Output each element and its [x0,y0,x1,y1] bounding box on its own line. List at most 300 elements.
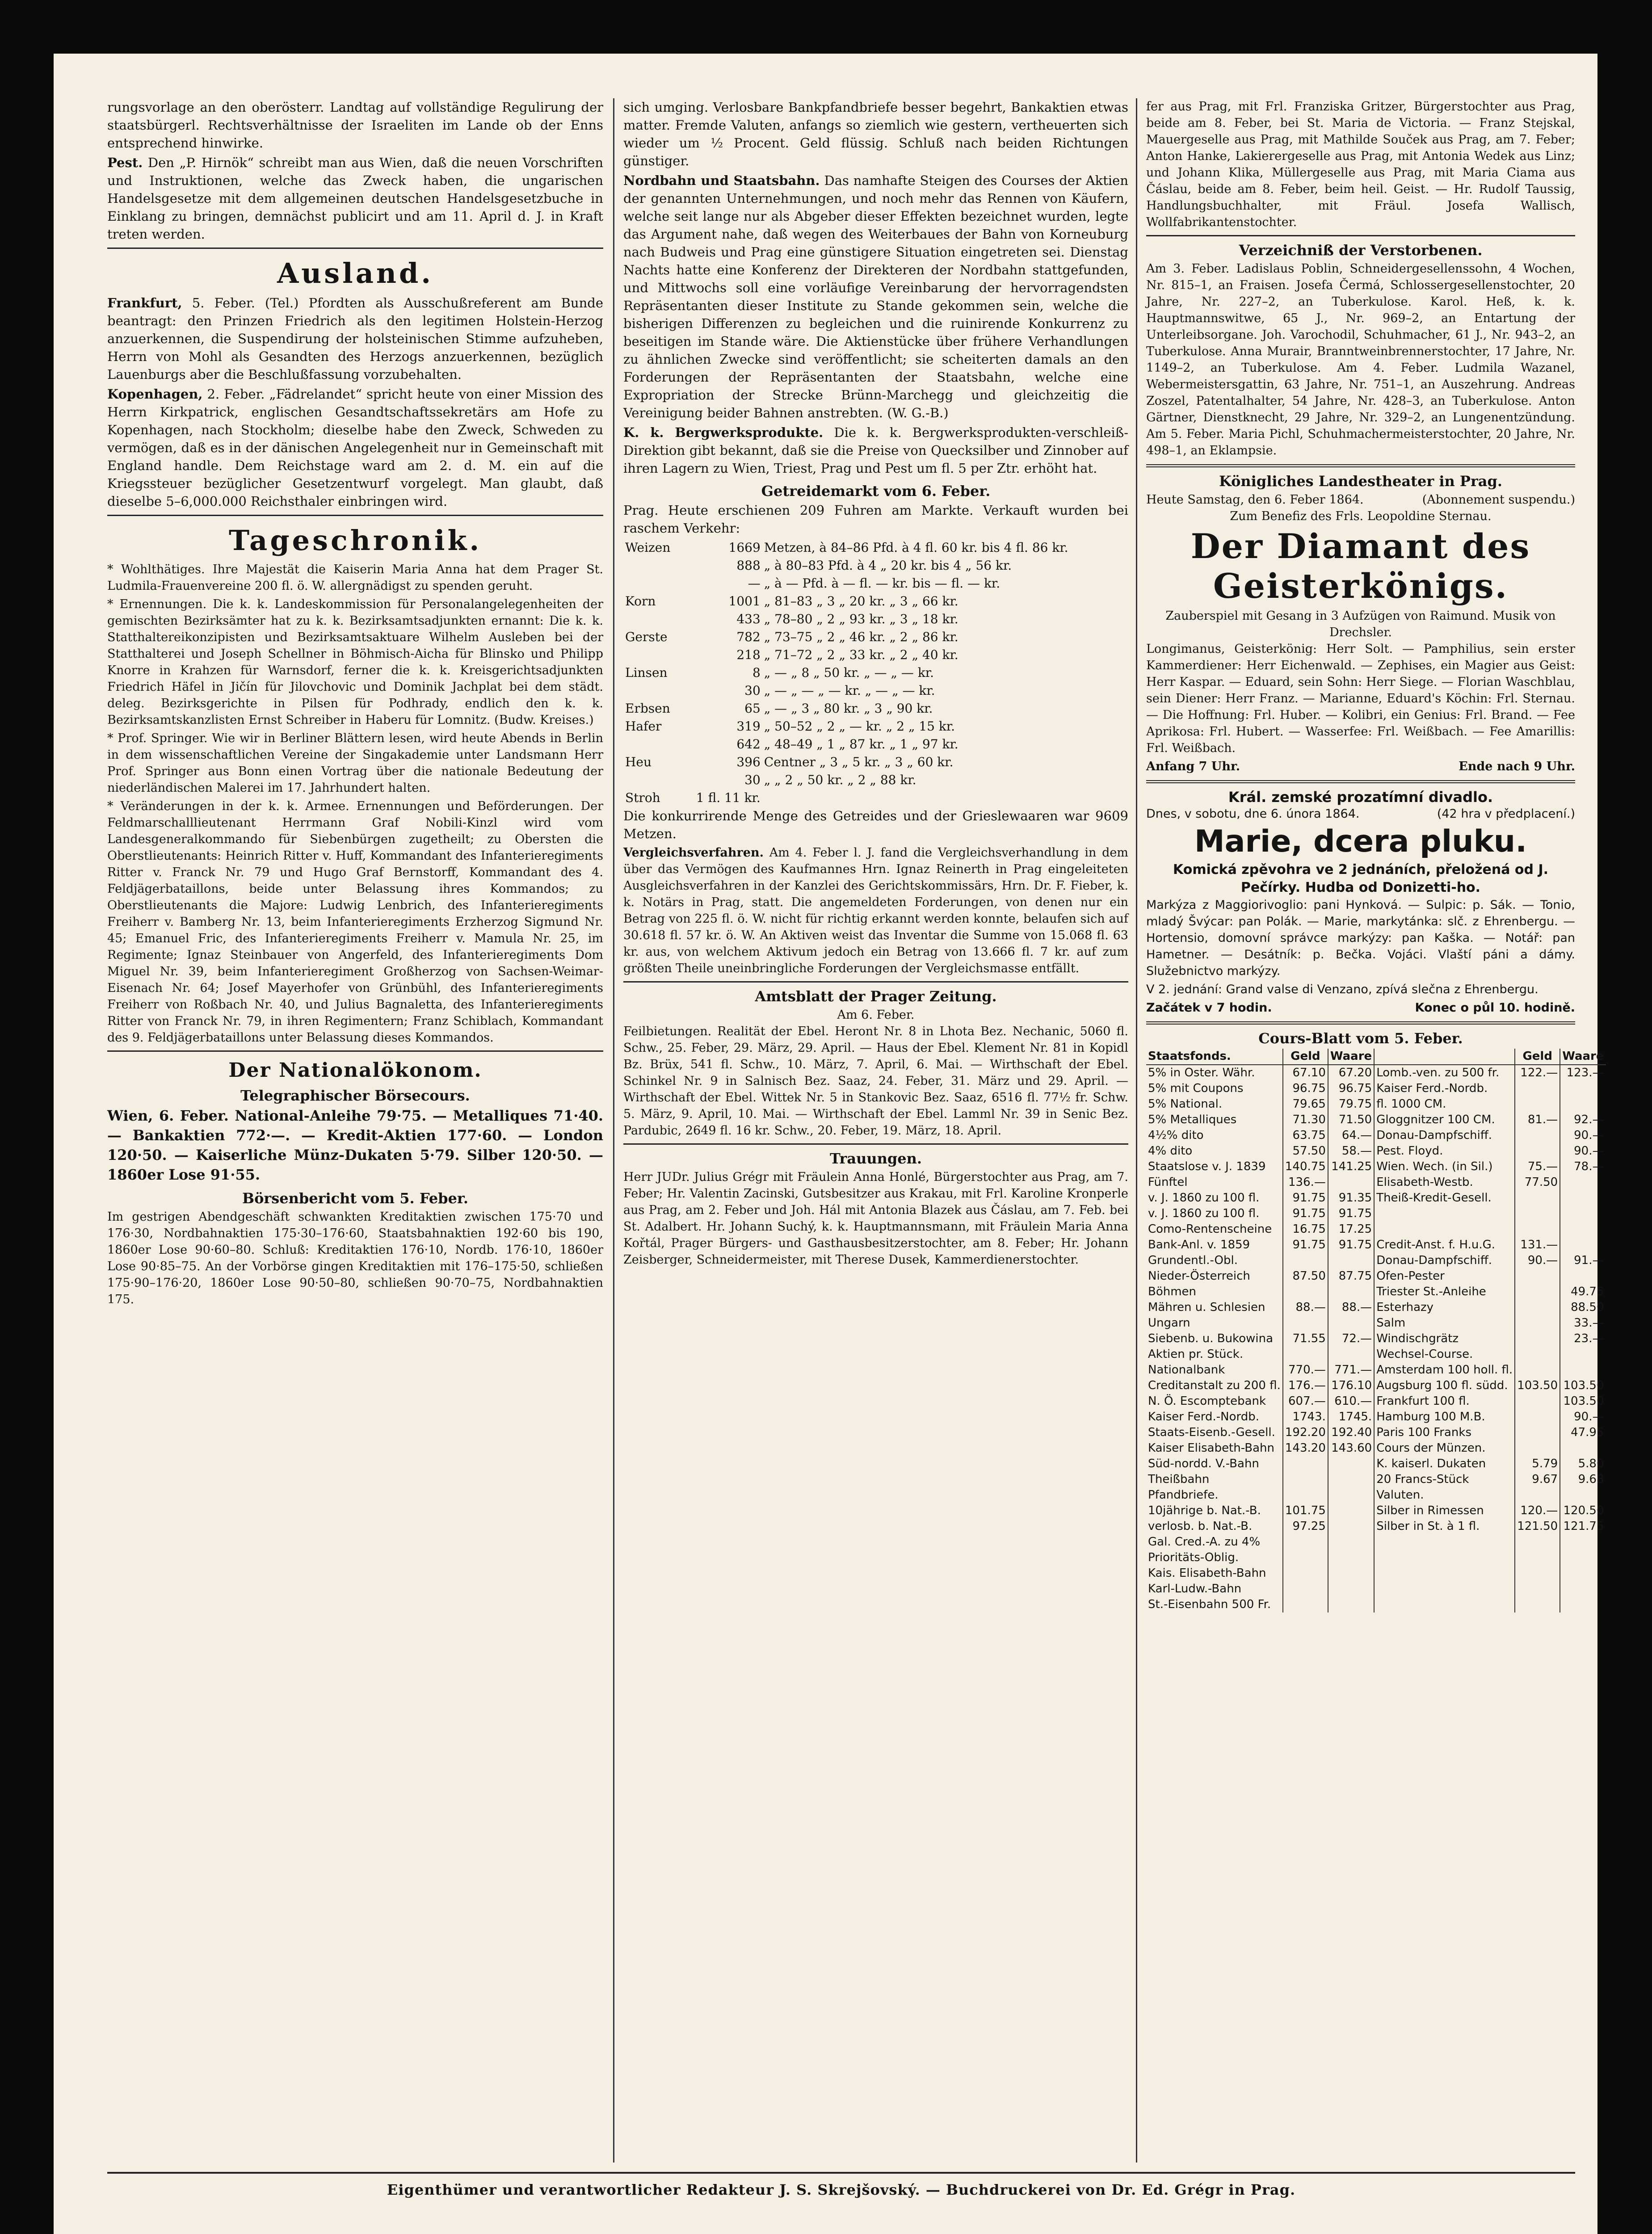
kurs-price: 123.— [1560,1065,1606,1081]
grain-quantity: — [748,576,761,591]
grain-kind [623,557,681,575]
vergleich-body: Am 4. Feber l. J. fand die Vergleichsverhandlung in dem über das Vermögen des Kaufmannes Hrn. Ignaz Reinerth in Prag eingeleiteten Ausgleichsverfahren in der Kanzlei des Gerichtskommissärs, Hrn. Dr. F. Fieber, k. k. Notärs in Prag, statt. Die angemeldeten Forderungen, von denen nur ein Betrag von 225 fl. ö. W. nicht für richtig erkannt werden konnte, belaufen sich auf 30.618 fl. 57 kr. ö. W. An Aktiven weist das Inventar die Summe von 15.068 fl. 63 kr. aus, von welchem Aktivum jedoch ein Betrag von 13.666 fl. 7 kr. auf zum größten Theile uneinbringliche Forderungen der Vergleichsmasse entfällt. [623,846,1128,975]
grain-kind: Weizen [625,540,671,555]
kurs-price [1515,1331,1560,1347]
kurs-price: 176.— [1283,1378,1328,1394]
kurs-security-name: St.-Eisenbahn 500 Fr. [1148,1598,1271,1611]
kurs-price [1328,1534,1374,1550]
grain-row [623,610,1128,628]
kurs-header-cell: Waare [1560,1049,1606,1065]
kurs-header-cell: Waare [1328,1049,1374,1065]
kurs-price: 81.— [1515,1112,1560,1128]
kurs-security-name: Cours der Münzen. [1374,1440,1515,1456]
divider [1146,1021,1575,1025]
theater-times [1146,758,1575,775]
boersenbericht-body: Im gestrigen Abendgeschäft schwankten Kreditaktien zwischen 175·70 und 176·30, Nordbahnaktien 175·30–176·60, Staatsbahnaktien 192·60 bis 190, 1860er Lose 90·60–80. Schluß: Kreditaktien 176·10, Nordb. 176·10, 1860er Lose 90·85–75. An der Vorbörse gingen Kreditaktien mit 176–175·50, schließen 175·90–176·20, 1860er Lose 90·50–80, schließen 90·70–75, Nordbahnaktien 175. [107,1210,603,1306]
grain-price: „ „ 2 „ 50 kr. „ 2 „ 88 kr. [764,773,916,787]
kurs-security-name: Wechsel-Course. [1374,1347,1515,1362]
kurs-price [1328,1597,1374,1613]
kurs-security-name: Prioritäts-Oblig. [1148,1551,1239,1564]
ausland-heading: Ausland. [277,257,433,290]
theater-heading: Königliches Landestheater in Prag. [1219,473,1503,490]
frankfurt-lead: Frankfurt, [107,295,182,311]
kurs-price [1328,1175,1374,1190]
kurs-price: 23.— [1560,1331,1606,1347]
kurs-price: 63.75 [1283,1128,1328,1143]
kurs-security-name: Grundentl.-Obl. [1148,1254,1238,1267]
kurs-row [1146,1362,1606,1378]
kurs-price [1515,1284,1560,1300]
kurs-row [1146,1300,1606,1315]
kurs-security-name: Como-Rentenscheine [1148,1222,1272,1236]
kurs-price [1283,1347,1328,1362]
kurs-price [1515,1409,1560,1425]
vergleich-news [623,844,1128,977]
kurs-price: 91.75 [1328,1206,1374,1222]
grain-price: „ 81–83 „ 3 „ 20 kr. „ 3 „ 66 kr. [764,594,958,609]
kurs-price [1283,1315,1328,1331]
theater-date: Heute Samstag, den 6. Feber 1864. [1146,493,1364,507]
grain-kind [623,646,681,664]
kurs-security-name: K. kaiserl. Dukaten [1374,1456,1515,1472]
frankfurt-news [107,294,603,383]
imprint-footer: Eigenthümer und verantwortlicher Redakteur J. S. Skrejšovský. — Buchdruckerei von Dr. Ed. Grégr in Prag. [387,2181,1296,2198]
kurs-price: 71.30 [1283,1112,1328,1128]
kurs-price: 92.— [1560,1112,1606,1128]
kurs-security-name: Donau-Dampfschiff. [1374,1128,1515,1143]
kurs-security-name: Paris 100 Franks [1374,1425,1515,1440]
kurs-price [1515,1190,1560,1206]
kurs-price [1328,1253,1374,1268]
cz-cast: Markýza z Maggiorivoglio: pani Hynková. — Sulpic: p. Sák. — Tonio, mladý Švýcar: pan Polák. — Marie, markytánka: slč. z Ehrenbergu. — Hortensio, domovní správce markýzy: pan Kaška. — Notář: pan Hametner. — Desátník: p. Bečka. Vojáci. Vlaští páni a dámy. Služebnictvo markýzy. [1146,898,1575,978]
grain-kind [623,682,681,700]
kurs-price [1560,1487,1606,1503]
grain-quantity: 782 [736,630,761,644]
kurs-price: 71.50 [1328,1112,1374,1128]
kurs-price: 121.50 [1515,1519,1560,1534]
chronik-item: * Ernennungen. Die k. k. Landeskommission für Personalangelegenheiten der gemischten Bezirksämter hat zu k. k. Bezirksamtsadjunkten ernannt: Die k. k. Statthaltereikonzipisten und Bezirksamtsaktuare Wilhelm Ausleben bei der Statthalterei und Joseph Schellner in Böhmisch-Aicha für Blinsko und Philipp Knorre in Krahzen für Warnsdorf, ferner die k. k. Kreisgerichtsadjunkten Friedrich Häfel in Jičín für Jilovchovic und Dominik Jachplat bei dem städt. deleg. Bezirksgerichte in Pilsen für Podhrady, endlich den k. k. Bezirksamtskanzlisten Ernst Schreiber in Haberu für Lomnitz. (Budw. Kreises.) [107,597,603,727]
kurs-price: 67.20 [1328,1065,1374,1081]
divider [107,515,603,516]
kurs-price [1328,1550,1374,1566]
col3-intro: fer aus Prag, mit Frl. Franziska Gritzer, Bürgerstochter aus Prag, beide am 8. Feber, bei St. Maria de Victoria. — Franz Stejskal, Mauergeselle aus Prag, mit Mathilde Souček aus Prag, am 7. Feber; Anton Hanke, Lakierergeselle aus Prag, mit Antonia Wedek aus Linz; und Johann Klika, Müllergeselle aus Prag, mit Maria Ciama aus Čáslau, beide am 8. Feber, beim heil. Geist. — Hr. Rudolf Taussig, Handlungsbuchhalter, mit Fräul. Josefa Wallisch, Wollfabrikantenstochter. [1146,100,1575,229]
kurs-price [1283,1253,1328,1268]
kurs-security-name: Lomb.-ven. zu 500 fr. [1374,1065,1515,1081]
kurs-price [1515,1440,1560,1456]
kurs-row [1146,1456,1606,1472]
kurs-price: 77.50 [1515,1175,1560,1190]
grain-price: „ 71–72 „ 2 „ 33 kr. „ 2 „ 40 kr. [764,647,958,662]
getreide-outro: Die konkurrirende Menge des Getreides und der Grieslewaaren war 9609 Metzen. [623,808,1128,841]
grain-price: „ à 80–83 Pfd. à 4 „ 20 kr. bis 4 „ 56 kr. [764,558,1012,573]
kurs-price: 131.— [1515,1237,1560,1253]
kurs-price [1283,1456,1328,1472]
cz-theater-heading: Král. zemské prozatímní divadlo. [1228,789,1493,806]
grain-row [623,700,1128,718]
trauungen-heading: Trauungen. [829,1150,922,1167]
getreide-heading: Getreidemarkt vom 6. Feber. [761,483,991,500]
kurs-row [1146,1268,1606,1284]
kurs-price: 91.— [1560,1253,1606,1268]
kurs-security-name: Silber in St. à 1 fl. [1374,1519,1515,1534]
kurs-security-name: Fünftel [1148,1176,1188,1189]
kurs-security-name: Kaiser Ferd.-Nordb. [1374,1081,1515,1096]
amtsblatt-body: Feilbietungen. Realität der Ebel. Heront Nr. 8 in Lhota Bez. Nechanic, 5060 fl. Schw., 25. Feber, 29. März, 29. April. — Haus der Ebel. Klement Nr. 81 in Kopidl Bz. Brüx, 541 fl. Schw., 10. März, 7. April, 6. Mai. — Wirthschaft der Ebel. Schinkel Nr. 9 in Salnisch Bez. Saaz, 24. Feber, 31. März und 29. April. — Wirthschaft der Ebel. Wittek Nr. 5 in Stankovic Bez. Saaz, 6516 fl. 77½ fr. Schw. 5. März, 9. April, 10. Mai. — Wirthschaft der Ebel. Lamml Nr. 39 in Senic Bez. Pardubic, 2649 fl. 16 kr. Schw., 20. Feber, 19. März, 18. April. [623,1025,1128,1138]
kurs-price [1515,1597,1560,1613]
kurs-price: 9.67 [1515,1472,1560,1487]
kurs-price: 607.— [1283,1394,1328,1409]
grain-price: „ 48–49 „ 1 „ 87 kr. „ 1 „ 97 kr. [764,737,958,752]
kurs-row [1146,1081,1606,1096]
column-divider [1136,98,1137,2163]
nordbahn-news [623,172,1128,422]
kurs-header-cell: Staatsfonds. [1146,1049,1283,1065]
grain-price: „ 78–80 „ 2 „ 93 kr. „ 3 „ 18 kr. [764,612,958,626]
kurs-security-name: Gloggnitzer 100 CM. [1374,1112,1515,1128]
kurs-row [1146,1175,1606,1190]
grain-quantity: 65 [744,701,761,716]
kurs-security-name: Salm [1374,1315,1515,1331]
theater-abonnement: (Abonnement suspendu.) [1422,493,1575,507]
verstorbene-body: Am 3. Feber. Ladislaus Poblin, Schneidergesellenssohn, 4 Wochen, Nr. 815–1, an Fraisen. Josefa Čermá, Schlossergesellenstochter, 20 Jahre, Nr. 227–2, an Tuberkulose. Karol. Heß, k. k. Hauptmannswitwe, 65 J., Nr. 969–2, an Entartung der Unterleibsorgane. Joh. Varochodil, Schuhmacher, 61 J., Nr. 943–2, an Tuberkulose. Anna Murair, Branntweinbrennerstochter, 17 Jahre, Nr. 1149–2, an Tuberkulose. Am 4. Feber. Ludmila Wazanel, Webermeistersgattin, 63 Jahre, Nr. 751–1, an Auszehrung. Andreas Zoszel, Patentalhalter, 54 Jahre, Nr. 428–3, an Tuberkulose. Anton Gärtner, Dienstknecht, 29 Jahre, Nr. 329–2, an Lungenentzündung. Am 5. Feber. Maria Pichl, Schuhmachermeisterstochter, 20 Jahre, Nr. 498–1, an Eklampsie. [1146,262,1575,458]
kurs-price: 79.75 [1328,1096,1374,1112]
theater-end: Ende nach 9 Uhr. [1459,760,1575,773]
bergwerk-news [623,424,1128,477]
kurs-security-name: 5% Metalliques [1148,1113,1237,1126]
kurs-security-name: Triester St.-Anleihe [1374,1284,1515,1300]
kurs-security-name: Kais. Elisabeth-Bahn [1148,1566,1266,1580]
kurs-header-cell: Geld [1283,1049,1328,1065]
kurs-price [1515,1362,1560,1378]
kurs-price [1515,1143,1560,1159]
kurs-security-name: verlosb. b. Nat.-B. [1148,1520,1253,1533]
kurs-row [1146,1112,1606,1128]
kurs-price [1515,1566,1560,1581]
kurs-price: 1745. [1328,1409,1374,1425]
kurs-price [1328,1456,1374,1472]
kurs-security-name [1374,1581,1515,1597]
kurs-security-name: Nationalbank [1148,1363,1225,1377]
grain-quantity: 888 [736,558,761,573]
kurs-price: 91.35 [1328,1190,1374,1206]
kurs-security-name: Staats-Eisenb.-Gesell. [1148,1426,1275,1439]
kurs-price: 88.50 [1560,1300,1606,1315]
kurs-price: 192.20 [1283,1425,1328,1440]
kurs-security-name: v. J. 1860 zu 100 fl. [1148,1191,1260,1205]
newspaper-page [54,54,1604,2234]
kurs-security-name [1374,1206,1515,1222]
kurs-price: 192.40 [1328,1425,1374,1440]
kurs-price [1560,1206,1606,1222]
kurs-security-name: Kaiser Ferd.-Nordb. [1148,1410,1260,1424]
divider [623,981,1128,983]
kurs-price: 141.25 [1328,1159,1374,1175]
kurs-row [1146,1519,1606,1534]
kurs-price: 9.68 [1560,1472,1606,1487]
kurs-price: 96.75 [1283,1081,1328,1096]
vergleich-lead: Vergleichsverfahren. [623,846,764,860]
verstorbene-heading: Verzeichniß der Verstorbenen. [1239,242,1483,259]
grain-quantity: 30 [744,773,761,787]
kurs-row [1146,1534,1606,1550]
kurs-price: 771.— [1328,1362,1374,1378]
kurs-price [1560,1268,1606,1284]
kurs-header-cell [1374,1049,1515,1065]
kurs-row [1146,1378,1606,1394]
kopenhagen-lead: Kopenhagen, [107,386,203,402]
kurs-price [1515,1534,1560,1550]
kurs-row [1146,1597,1606,1613]
chronik-item: * Prof. Springer. Wie wir in Berliner Blättern lesen, wird heute Abends in Berlin in dem wissenschaftlichen Vereine der Singakademie unter Landsmann Herr Prof. Springer aus Bonn einen Vortrag über die nationale Bedeutung der niederländischen Malerei im 17. Jahrhundert halten. [107,731,603,795]
kurs-security-name: 5% mit Coupons [1148,1082,1244,1095]
kurs-price [1560,1222,1606,1237]
kurs-price [1515,1268,1560,1284]
grain-quantity: 319 [736,719,761,734]
kurs-security-name: Credit-Anst. f. H.u.G. [1374,1237,1515,1253]
kurs-security-name: Aktien pr. Stück. [1148,1348,1244,1361]
grain-row [623,539,1128,557]
grain-row [623,735,1128,753]
kurs-security-name: 5% in Oster. Währ. [1148,1066,1255,1079]
grain-quantity: 396 [736,755,761,769]
boersencours-heading: Telegraphischer Börsecours. [240,1087,470,1104]
tageschronik-heading: Tageschronik. [228,524,482,557]
theater-play-title: Der Diamant des Geisterkönigs. [1190,526,1531,606]
wien-boerse-line: Wien, 6. Feber. National-Anleihe 79·75. — Metalliques 71·40. — Bankaktien 772·—. — Kredit-Aktien 177·60. — London 120·50. — Kaiserliche Münz-Dukaten 5·79. Silber 120·50. — 1860er Lose 91·55. [107,1107,603,1183]
pest-body: Den „P. Hirnök“ schreibt man aus Wien, daß die neuen Vorschriften und Instruktionen, welche das Zweck haben, die ungarischen Handelsgesetze mit dem allgemeinen deutschen Handelsgesetzbuche in Einklang zu bringen, demnächst publicirt und am 11. April d. J. in Kraft treten werden. [107,155,603,242]
kurs-price [1283,1487,1328,1503]
kurs-price [1560,1566,1606,1581]
kurs-security-name: Hamburg 100 M.B. [1374,1409,1515,1425]
kurs-price: 90.— [1515,1253,1560,1268]
kurs-price: 33.— [1560,1315,1606,1331]
kurs-security-name: 20 Francs-Stück [1374,1472,1515,1487]
kurs-security-name: v. J. 1860 zu 100 fl. [1148,1207,1260,1220]
kurs-price [1328,1347,1374,1362]
grain-row [623,592,1128,610]
kurs-price: 47.95 [1560,1425,1606,1440]
kurs-row [1146,1472,1606,1487]
kurs-security-name: Mähren u. Schlesien [1148,1301,1265,1314]
kurs-row [1146,1550,1606,1566]
kurs-security-name: Pest. Floyd. [1374,1143,1515,1159]
kurs-row [1146,1065,1606,1081]
kurs-row [1146,1222,1606,1237]
cz-start: Začátek v 7 hodin. [1146,1001,1272,1015]
frankfurt-body: 5. Feber. (Tel.) Pfordten als Ausschußreferent am Bunde beantragt: den Prinzen Friedrich als den legitimen Holstein-Herzog anzuerkennen, die Suspendirung der holsteinischen Stimme aufzuheben, Herrn von Mohl als Gesandten des Herzogs anzuerkennen, bezüglich Lauenburgs aber die Beschlußfassung vorzubehalten. [107,295,603,382]
getreide-intro: Prag. Heute erschienen 209 Fuhren am Markte. Verkauft wurden bei raschem Verkehr: [623,503,1128,536]
kurs-security-name [1374,1534,1515,1550]
kurs-security-name: Ungarn [1148,1316,1190,1330]
kurs-price [1560,1581,1606,1597]
grain-price [762,789,1128,807]
kurs-price: 120.50 [1560,1503,1606,1519]
divider [107,248,603,249]
kurs-price: 103.50 [1515,1378,1560,1394]
kurs-security-name: Staatslose v. J. 1839 [1148,1160,1266,1173]
bergwerk-body: Die k. k. Bergwerksprodukten-verschleiß-Direktion gibt bekannt, daß sie die Preise von Quecksilber und Zinnober auf ihren Lagern zu Wien, Triest, Prag und Pest um fl. 5 per Ztr. erhöht hat. [623,425,1128,476]
grain-kind: Gerste [625,630,668,644]
grain-price: „ à — Pfd. à — fl. — kr. bis — fl. — kr. [764,576,1000,591]
kurs-price [1283,1597,1328,1613]
cz-abonnement: (42 hra v předplacení.) [1437,807,1575,821]
grain-row [623,718,1128,735]
kurs-price [1515,1487,1560,1503]
kurs-price [1283,1581,1328,1597]
grain-kind: Stroh [625,790,660,805]
grain-quantity: 30 [744,683,761,698]
kurs-security-name [1374,1222,1515,1237]
pest-lead: Pest. [107,155,143,170]
kurs-security-name: Amsterdam 100 holl. fl. [1374,1362,1515,1378]
kurs-price: 57.50 [1283,1143,1328,1159]
col1-intro: rungsvorlage an den oberösterr. Landtag auf vollständige Regulirung der staatsbürgerl. Rechtsverhältnisse der Israeliten im Lande ob der Enns entsprechend hinwirke. [107,100,603,151]
kurs-security-name: Elisabeth-Westb. [1374,1175,1515,1190]
nordbahn-body: Das namhafte Steigen des Courses der Aktien der genannten Unternehmungen, und noch mehr das Rennen von Käufern, welche seit lange nur als Abgeber dieser Effekten bezeichnet wurden, legte das Argument nahe, daß wegen des Weiterbaues der Bahn von Korneuburg nach Budweis und Prag eine günstigere Situation eingetreten sei. Dienstag Nachts hatte eine Konferenz der Direkteren der Nordbahn stattgefunden, und Mittwochs soll eine vorläufige Vereinbarung der hervorragendsten Repräsentanten dieser Institute zu Stande gekommen sein, welche die bisherigen Differenzen zu begleichen und die ruinirende Konkurrenz zu beseitigen im Stande wäre. Die Aktienstücke über frühere Verhandlungen zu ähnlichen Zwecke sind veröffentlicht; sie scheiterten damals an den Forderungen der Repräsentanten der Staatsbahn, welche eine Expropriation der Strecke Brünn-Marchegg und gleichzeitig die Vereinigung beider Bahnen anstrebten. (W. G.-B.) [623,173,1129,420]
cz-play-title: Marie, dcera pluku. [1194,824,1527,859]
kurs-security-name: Pfandbriefe. [1148,1488,1219,1502]
kurs-security-name: Creditanstalt zu 200 fl. [1148,1379,1281,1392]
chronik-item: * Wohlthätiges. Ihre Majestät die Kaiserin Maria Anna hat dem Prager St. Ludmila-Frauenvereine 200 fl. ö. W. allergnädigst zu spenden geruht. [107,563,603,593]
kurs-row [1146,1566,1606,1581]
kurs-price [1560,1190,1606,1206]
grain-price: „ 50–52 „ 2 „ — kr. „ 2 „ 15 kr. [764,719,955,734]
grain-quantity: 1001 [728,594,761,609]
kurs-row [1146,1425,1606,1440]
grain-row [623,557,1128,575]
grain-row [623,789,1128,807]
grain-kind: Erbsen [625,701,670,716]
kurs-security-name: 4% dito [1148,1144,1193,1158]
kurs-price: 122.— [1515,1065,1560,1081]
kurs-security-name: Silber in Rimessen [1374,1503,1515,1519]
kurs-price [1328,1581,1374,1597]
grain-kind: Linsen [625,665,668,680]
column-divider [613,98,614,2163]
kurs-row [1146,1206,1606,1222]
cz-times [1146,999,1575,1016]
kurs-security-name: Frankfurt 100 fl. [1374,1394,1515,1409]
kurs-price: 143.20 [1283,1440,1328,1456]
kurs-security-name: Böhmen [1148,1285,1197,1298]
grain-price: „ — „ — „ — kr. „ — „ — kr. [764,683,935,698]
pest-news [107,154,603,243]
kurs-row [1146,1237,1606,1253]
kurs-security-name: Wien. Wech. (in Sil.) [1374,1159,1515,1175]
kurs-price: 87.75 [1328,1268,1374,1284]
kurs-price: 121.75 [1560,1519,1606,1534]
kurs-price [1328,1566,1374,1581]
kurs-row [1146,1190,1606,1206]
footer-divider [107,2172,1575,2174]
cz-date: Dnes, v sobotu, dne 6. února 1864. [1146,807,1360,821]
kurs-price [1328,1487,1374,1503]
kurs-price: 90.— [1560,1409,1606,1425]
cz-subtitle: Komická zpěvohra ve 2 jednáních, přeložená od J. Pečírky. Hudba od Donizetti-ho. [1173,862,1549,895]
kurs-price [1560,1597,1606,1613]
kurs-security-name: Windischgrätz [1374,1331,1515,1347]
kurs-price: 103.50 [1560,1378,1606,1394]
cz-end: Konec o půl 10. hodině. [1415,1001,1575,1015]
divider [1146,235,1575,236]
divider [623,1143,1128,1145]
kurs-price [1283,1566,1328,1581]
boersenbericht-heading: Börsenbericht vom 5. Feber. [242,1190,468,1207]
kurs-price [1515,1081,1560,1096]
kurs-price: 90.— [1560,1143,1606,1159]
kurs-security-name: Esterhazy [1374,1300,1515,1315]
kurs-heading: Cours-Blatt vom 5. Feber. [1258,1030,1463,1047]
kurs-row [1146,1503,1606,1519]
kurs-row [1146,1487,1606,1503]
kurs-price [1515,1222,1560,1237]
kurs-price [1515,1425,1560,1440]
kurs-price [1515,1581,1560,1597]
divider [1146,780,1575,783]
grain-price: „ — „ 8 „ 50 kr. „ — „ — kr. [764,665,934,680]
kurs-row [1146,1347,1606,1362]
grain-price: Metzen, à 84–86 Pfd. à 4 fl. 60 kr. bis 4 fl. 86 kr. [764,540,1068,555]
kurs-row [1146,1440,1606,1456]
kurs-security-name: Augsburg 100 fl. südd. [1374,1378,1515,1394]
kurs-price [1560,1550,1606,1566]
grain-kind: Heu [625,755,652,769]
grain-row [623,664,1128,682]
kurs-price [1560,1347,1606,1362]
kurs-price [1515,1128,1560,1143]
grain-quantity: 642 [736,737,761,752]
kurs-security-name: Nieder-Österreich [1148,1269,1250,1283]
grain-row [623,646,1128,664]
grain-quantity: 1669 [728,540,761,555]
kurs-security-name: N. Ö. Escomptebank [1148,1394,1266,1408]
divider [107,1050,603,1052]
kurs-row [1146,1581,1606,1597]
grain-price: Centner „ 3 „ 5 kr. „ 3 „ 60 kr. [764,755,954,769]
kurs-price [1328,1472,1374,1487]
kurs-row [1146,1409,1606,1425]
kurs-security-name: Siebenb. u. Bukowina [1148,1332,1273,1345]
cz-extra: V 2. jednání: Grand valse di Venzano, zpívá slečna z Ehrenbergu. [1146,983,1539,996]
kurs-price [1328,1519,1374,1534]
bergwerk-lead: K. k. Bergwerksprodukte. [623,425,824,440]
theater-benefit: Zum Benefiz des Frls. Leopoldine Sternau. [1230,509,1492,523]
nationaloekonom-heading: Der Nationalökonom. [228,1059,482,1082]
column-1 [107,98,603,2163]
kurs-price: 101.75 [1283,1503,1328,1519]
kurs-price: 16.75 [1283,1222,1328,1237]
kurs-price: 140.75 [1283,1159,1328,1175]
kurs-price: 103.50 [1560,1394,1606,1409]
grain-kind [623,771,681,789]
theater-subtitle: Zauberspiel mit Gesang in 3 Aufzügen von Raimund. Musik von Drechsler. [1165,609,1556,639]
kopenhagen-news [107,385,603,510]
kurs-price: 64.— [1328,1128,1374,1143]
divider [1146,464,1575,467]
kurs-price [1515,1206,1560,1222]
trauungen-body: Herr JUDr. Julius Grégr mit Fräulein Anna Honlé, Bürgerstochter aus Prag, am 7. Feber; Hr. Valentin Zacinski, Gutsbesitzer aus Krakau, mit Frl. Karoline Kronperle aus Prag, am 2. Feber und Joh. Hál mit Antonia Blazek aus Čáslau, am 7. Feb. bei St. Adalbert. Hr. Johann Suchý, k. k. Hauptmannsmann, mit Fräulein Maria Anna Kořtál, Prager Bürgers- und Gasthausbesitzerstochter, am 8. Feber; Hr. Johann Zeisberger, Schneidermeister, mit Therese Dusek, Kammerdienerstochter. [623,1170,1128,1267]
kurs-security-name: Süd-nordd. V.-Bahn [1148,1457,1259,1470]
kurs-price [1283,1472,1328,1487]
kurs-price: 120.— [1515,1503,1560,1519]
kurs-row [1146,1315,1606,1331]
kurs-security-name: Theißbahn [1148,1473,1210,1486]
kurs-price: 91.75 [1328,1237,1374,1253]
kurs-price: 17.25 [1328,1222,1374,1237]
kurs-header-cell: Geld [1515,1049,1560,1065]
kurs-price: 71.55 [1283,1331,1328,1347]
grain-quantity: 218 [736,647,761,662]
